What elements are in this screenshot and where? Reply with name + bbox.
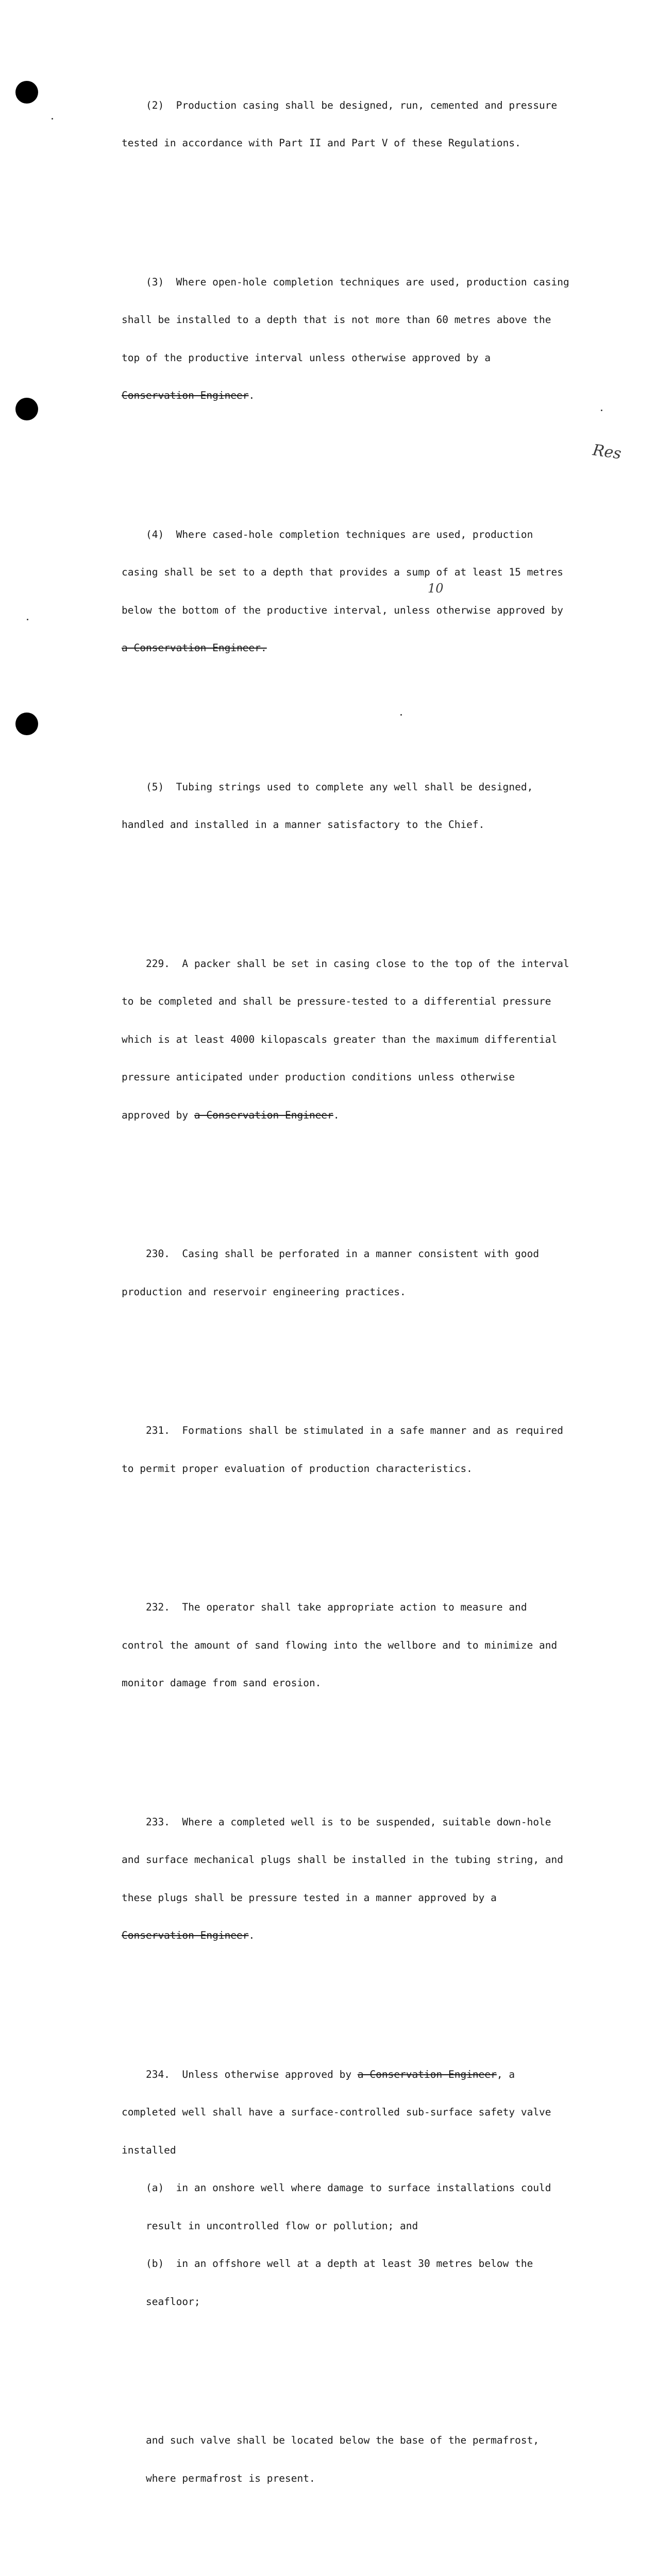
- text-line: Conservation Engineer.: [122, 389, 255, 401]
- section-230: [122, 1223, 591, 1324]
- text-line: 229. A packer shall be set in casing close to the top of the interval: [122, 957, 569, 970]
- text-line: (a) in an onshore well where damage to surface installations could: [122, 2182, 551, 2194]
- punch-hole-middle: [15, 398, 38, 420]
- text-line: to permit proper evaluation of production characteristics.: [122, 1462, 473, 1475]
- text-line: approved by a Conservation Engineer.: [122, 1109, 340, 1121]
- struck-text: a Conservation Engineer.: [122, 642, 267, 654]
- section-232: [122, 1576, 591, 1715]
- section-229: [122, 933, 591, 1147]
- text-line: seafloor;: [122, 2295, 200, 2308]
- text-line: (3) Where open-hole completion techniques are used, production casing: [122, 276, 569, 288]
- text-line: and such valve shall be located below the base of the permafrost,: [122, 2434, 540, 2446]
- text-line: these plugs shall be pressure tested in a manner approved by a: [122, 1891, 497, 1904]
- struck-text: Conservation Engineer: [122, 389, 249, 401]
- text-line: below the bottom of the productive interval, unless otherwise approved by: [122, 604, 564, 616]
- text-line: (b) in an offshore well at a depth at least 30 metres below the: [122, 2258, 533, 2269]
- text-line: monitor damage from sand erosion.: [122, 1677, 322, 1689]
- scan-speck: [52, 118, 53, 120]
- text-line: [122, 642, 591, 655]
- subsection-3: [122, 251, 591, 428]
- text-line: 230. Casing shall be perforated in a manner consistent with good: [122, 1248, 540, 1260]
- text-line: and surface mechanical plugs shall be installed in the tubing string, and: [122, 1854, 564, 1866]
- text-line: 231. Formations shall be stimulated in a safe manner and as required: [122, 1425, 564, 1436]
- scan-speck: [27, 619, 28, 620]
- text-line: pressure anticipated under production conditions unless otherwise: [122, 1071, 515, 1083]
- section-234-tail: [122, 2409, 591, 2510]
- struck-text: a Conservation Engineer: [357, 2068, 497, 2080]
- text-line: control the amount of sand flowing into the wellbore and to minimize and: [122, 1639, 558, 1651]
- text-line: tested in accordance with Part II and Part V of these Regulations.: [122, 137, 521, 149]
- text-line: 233. Where a completed well is to be suspended, suitable down-hole: [122, 1816, 551, 1828]
- text-line: completed well shall have a surface-controlled sub-surface safety valve: [122, 2106, 551, 2118]
- text-line: (4) Where cased-hole completion techniques are used, production: [122, 528, 533, 540]
- section-234: [122, 2043, 591, 2334]
- text-line: result in uncontrolled flow or pollution; and: [122, 2219, 418, 2232]
- text-line: handled and installed in a manner satisfactory to the Chief.: [122, 819, 485, 831]
- punch-hole-top: [15, 81, 38, 104]
- text-line: which is at least 4000 kilopascals greater than the maximum differential: [122, 1033, 558, 1045]
- text-line: 234. Unless otherwise approved by a Conservation Engineer, a: [122, 2068, 515, 2080]
- text-line: top of the productive interval unless otherwise approved by a: [122, 351, 491, 364]
- handwritten-margin-note: Res: [591, 441, 622, 463]
- section-231: [122, 1399, 591, 1500]
- subsection-4: [122, 503, 591, 680]
- text-line: shall be installed to a depth that is not more than 60 metres above the: [122, 314, 551, 326]
- text-line: (5) Tubing strings used to complete any well shall be designed,: [122, 781, 533, 793]
- handwritten-number: 10: [428, 581, 444, 596]
- section-233: [122, 1791, 591, 1968]
- text-line: Conservation Engineer.: [122, 1929, 255, 1941]
- text-line: to be completed and shall be pressure-tested to a differential pressure: [122, 995, 551, 1007]
- punch-hole-bottom: [15, 713, 38, 735]
- text-line: installed: [122, 2144, 176, 2156]
- text-line: (2) Production casing shall be designed, run, cemented and pressure: [122, 99, 558, 111]
- text-line: where permafrost is present.: [122, 2472, 315, 2484]
- text-line: casing shall be set to a depth that provides a sump of at least 15 metres: [122, 566, 564, 578]
- regulation-text: [122, 36, 591, 2576]
- struck-text: a Conservation Engineer: [194, 1109, 333, 1121]
- subsection-5: [122, 756, 591, 857]
- text-line: 232. The operator shall take appropriate action to measure and: [122, 1601, 527, 1613]
- struck-text: Conservation Engineer: [122, 1929, 249, 1941]
- text-line: production and reservoir engineering practices.: [122, 1285, 406, 1298]
- scan-speck: [601, 410, 602, 411]
- subsection-2: [122, 74, 591, 175]
